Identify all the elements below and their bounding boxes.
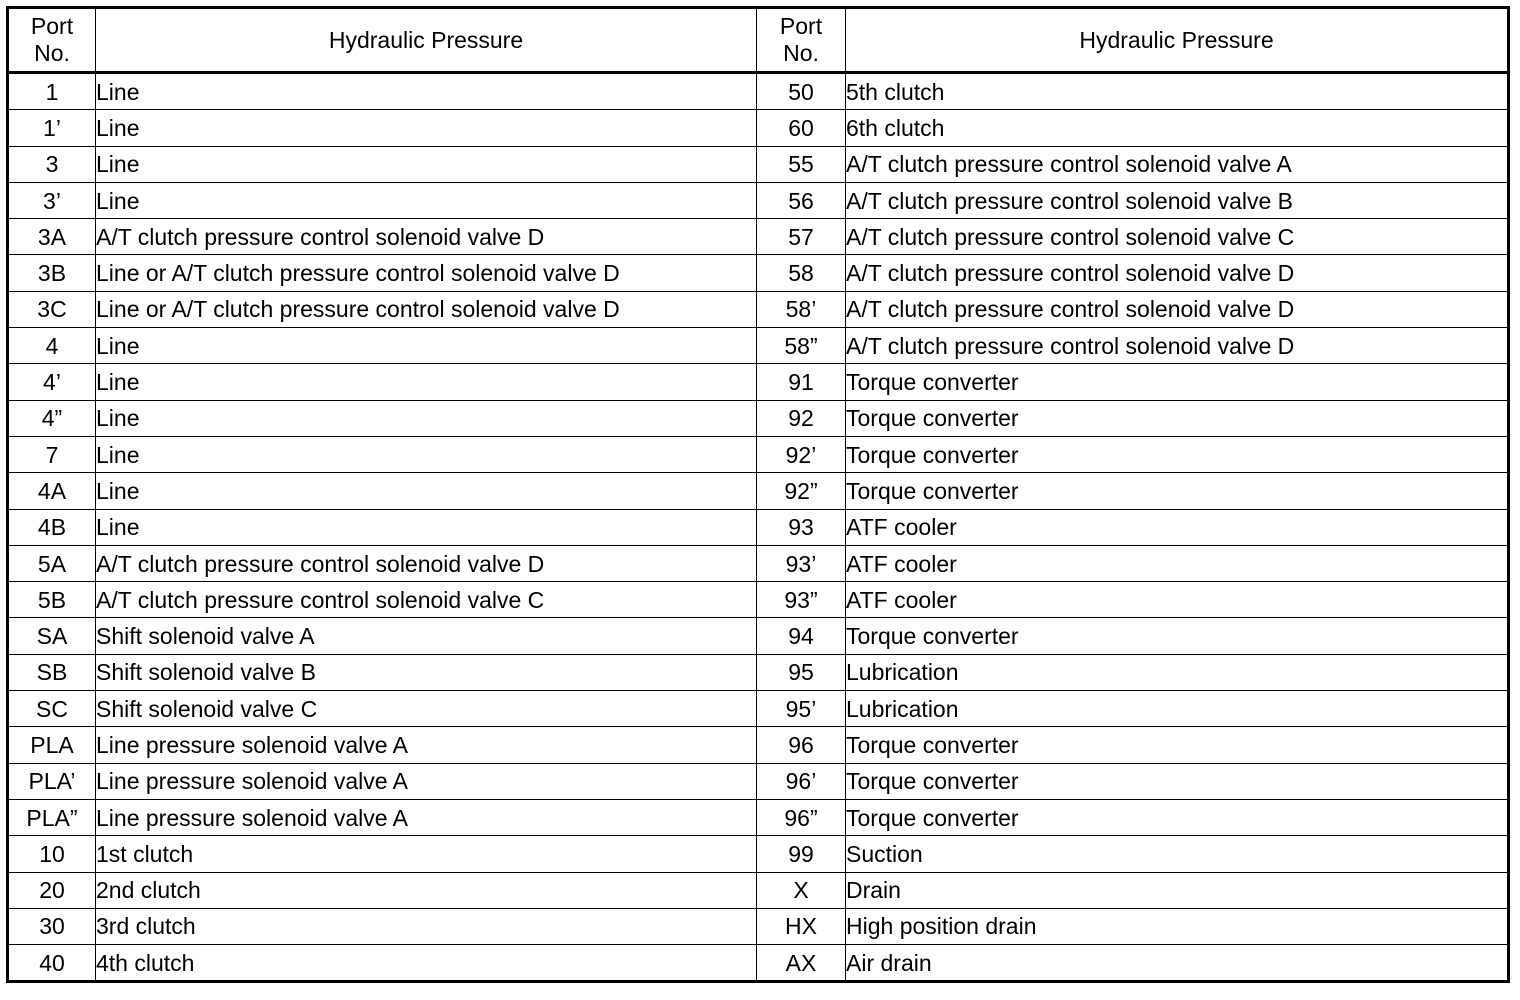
left-port-cell: 20 bbox=[8, 872, 96, 908]
left-pressure-cell: Line bbox=[96, 473, 757, 509]
table-row bbox=[8, 836, 1509, 872]
right-port-cell: 50 bbox=[757, 73, 846, 110]
table-row bbox=[8, 763, 1509, 799]
left-pressure-cell: Line or A/T clutch pressure control solenoid valve D bbox=[96, 255, 757, 291]
right-port-cell: 56 bbox=[757, 182, 846, 218]
left-port-cell: 5A bbox=[8, 545, 96, 581]
left-port-cell: 40 bbox=[8, 945, 96, 982]
table-row bbox=[8, 255, 1509, 291]
right-pressure-cell: A/T clutch pressure control solenoid valve C bbox=[846, 219, 1509, 255]
table-row bbox=[8, 182, 1509, 218]
left-port-cell: 1 bbox=[8, 73, 96, 110]
left-port-cell: PLA” bbox=[8, 799, 96, 835]
left-pressure-cell: Shift solenoid valve C bbox=[96, 691, 757, 727]
left-port-cell: 3 bbox=[8, 146, 96, 182]
table-row bbox=[8, 872, 1509, 908]
right-port-cell: 55 bbox=[757, 146, 846, 182]
table-row bbox=[8, 582, 1509, 618]
right-pressure-cell: Drain bbox=[846, 872, 1509, 908]
table-row bbox=[8, 436, 1509, 472]
table-row bbox=[8, 400, 1509, 436]
right-port-cell: X bbox=[757, 872, 846, 908]
left-pressure-cell: 4th clutch bbox=[96, 945, 757, 982]
right-port-cell: 96 bbox=[757, 727, 846, 763]
port-pressure-table bbox=[6, 6, 1510, 983]
left-port-cell: 3A bbox=[8, 219, 96, 255]
left-pressure-cell: Line pressure solenoid valve A bbox=[96, 799, 757, 835]
right-pressure-cell: Lubrication bbox=[846, 691, 1509, 727]
table-row bbox=[8, 73, 1509, 110]
left-port-cell: 3’ bbox=[8, 182, 96, 218]
right-pressure-cell: ATF cooler bbox=[846, 582, 1509, 618]
left-pressure-cell: Line bbox=[96, 400, 757, 436]
right-pressure-cell: 6th clutch bbox=[846, 110, 1509, 146]
right-pressure-cell: A/T clutch pressure control solenoid valve D bbox=[846, 255, 1509, 291]
table-row bbox=[8, 945, 1509, 982]
header-port-no-right: Port No. bbox=[757, 8, 846, 73]
table-body bbox=[8, 73, 1509, 982]
left-pressure-cell: Line bbox=[96, 364, 757, 400]
table-header bbox=[8, 8, 1509, 73]
right-port-cell: 92 bbox=[757, 400, 846, 436]
left-pressure-cell: A/T clutch pressure control solenoid valve D bbox=[96, 545, 757, 581]
right-port-cell: 58 bbox=[757, 255, 846, 291]
header-row bbox=[8, 8, 1509, 73]
left-port-cell: SC bbox=[8, 691, 96, 727]
right-pressure-cell: Torque converter bbox=[846, 763, 1509, 799]
left-port-cell: 4” bbox=[8, 400, 96, 436]
table-row bbox=[8, 473, 1509, 509]
left-pressure-cell: A/T clutch pressure control solenoid valve C bbox=[96, 582, 757, 618]
left-port-cell: 4B bbox=[8, 509, 96, 545]
table-row bbox=[8, 691, 1509, 727]
left-port-cell: 1’ bbox=[8, 110, 96, 146]
table-row bbox=[8, 219, 1509, 255]
right-port-cell: AX bbox=[757, 945, 846, 982]
header-port-no-left: Port No. bbox=[8, 8, 96, 73]
right-pressure-cell: Torque converter bbox=[846, 618, 1509, 654]
right-port-cell: 58’ bbox=[757, 291, 846, 327]
left-port-cell: 7 bbox=[8, 436, 96, 472]
left-pressure-cell: Line pressure solenoid valve A bbox=[96, 727, 757, 763]
right-port-cell: 92’ bbox=[757, 436, 846, 472]
table-row bbox=[8, 110, 1509, 146]
right-port-cell: 93 bbox=[757, 509, 846, 545]
table-row bbox=[8, 364, 1509, 400]
left-pressure-cell: Line bbox=[96, 146, 757, 182]
table-row bbox=[8, 146, 1509, 182]
right-pressure-cell: High position drain bbox=[846, 908, 1509, 944]
left-pressure-cell: A/T clutch pressure control solenoid valve D bbox=[96, 219, 757, 255]
right-port-cell: 93” bbox=[757, 582, 846, 618]
header-pressure-right: Hydraulic Pressure bbox=[846, 8, 1509, 73]
right-port-cell: 58” bbox=[757, 328, 846, 364]
right-port-cell: 93’ bbox=[757, 545, 846, 581]
left-port-cell: 3B bbox=[8, 255, 96, 291]
right-pressure-cell: Torque converter bbox=[846, 436, 1509, 472]
table-row bbox=[8, 328, 1509, 364]
right-pressure-cell: A/T clutch pressure control solenoid valve D bbox=[846, 291, 1509, 327]
right-pressure-cell: ATF cooler bbox=[846, 545, 1509, 581]
left-port-cell: 4 bbox=[8, 328, 96, 364]
right-pressure-cell: Lubrication bbox=[846, 654, 1509, 690]
left-port-cell: 4’ bbox=[8, 364, 96, 400]
right-pressure-cell: A/T clutch pressure control solenoid valve D bbox=[846, 328, 1509, 364]
left-port-cell: 5B bbox=[8, 582, 96, 618]
left-pressure-cell: Shift solenoid valve B bbox=[96, 654, 757, 690]
table-row bbox=[8, 727, 1509, 763]
table-row bbox=[8, 291, 1509, 327]
right-pressure-cell: A/T clutch pressure control solenoid valve A bbox=[846, 146, 1509, 182]
table-row bbox=[8, 618, 1509, 654]
right-port-cell: 95 bbox=[757, 654, 846, 690]
header-pressure-left: Hydraulic Pressure bbox=[96, 8, 757, 73]
right-port-cell: 57 bbox=[757, 219, 846, 255]
left-pressure-cell: Line bbox=[96, 110, 757, 146]
left-port-cell: 10 bbox=[8, 836, 96, 872]
left-port-cell: SA bbox=[8, 618, 96, 654]
table-row bbox=[8, 654, 1509, 690]
right-pressure-cell: Air drain bbox=[846, 945, 1509, 982]
table-row bbox=[8, 545, 1509, 581]
left-pressure-cell: Shift solenoid valve A bbox=[96, 618, 757, 654]
table-row bbox=[8, 799, 1509, 835]
left-port-cell: SB bbox=[8, 654, 96, 690]
left-pressure-cell: 3rd clutch bbox=[96, 908, 757, 944]
left-pressure-cell: Line bbox=[96, 328, 757, 364]
left-port-cell: 30 bbox=[8, 908, 96, 944]
left-pressure-cell: Line bbox=[96, 436, 757, 472]
right-pressure-cell: Torque converter bbox=[846, 727, 1509, 763]
right-port-cell: 91 bbox=[757, 364, 846, 400]
left-pressure-cell: Line pressure solenoid valve A bbox=[96, 763, 757, 799]
left-pressure-cell: Line bbox=[96, 73, 757, 110]
right-pressure-cell: Torque converter bbox=[846, 799, 1509, 835]
left-port-cell: PLA bbox=[8, 727, 96, 763]
right-pressure-cell: A/T clutch pressure control solenoid valve B bbox=[846, 182, 1509, 218]
right-port-cell: 96” bbox=[757, 799, 846, 835]
right-port-cell: 95’ bbox=[757, 691, 846, 727]
left-pressure-cell: Line bbox=[96, 182, 757, 218]
left-pressure-cell: 2nd clutch bbox=[96, 872, 757, 908]
right-port-cell: 94 bbox=[757, 618, 846, 654]
right-pressure-cell: Torque converter bbox=[846, 473, 1509, 509]
left-pressure-cell: 1st clutch bbox=[96, 836, 757, 872]
right-port-cell: HX bbox=[757, 908, 846, 944]
right-pressure-cell: ATF cooler bbox=[846, 509, 1509, 545]
left-port-cell: 3C bbox=[8, 291, 96, 327]
table-row bbox=[8, 908, 1509, 944]
right-pressure-cell: Suction bbox=[846, 836, 1509, 872]
right-port-cell: 96’ bbox=[757, 763, 846, 799]
right-pressure-cell: Torque converter bbox=[846, 364, 1509, 400]
left-port-cell: PLA’ bbox=[8, 763, 96, 799]
left-pressure-cell: Line bbox=[96, 509, 757, 545]
right-port-cell: 92” bbox=[757, 473, 846, 509]
left-port-cell: 4A bbox=[8, 473, 96, 509]
table-row bbox=[8, 509, 1509, 545]
right-pressure-cell: Torque converter bbox=[846, 400, 1509, 436]
right-pressure-cell: 5th clutch bbox=[846, 73, 1509, 110]
right-port-cell: 99 bbox=[757, 836, 846, 872]
left-pressure-cell: Line or A/T clutch pressure control solenoid valve D bbox=[96, 291, 757, 327]
right-port-cell: 60 bbox=[757, 110, 846, 146]
